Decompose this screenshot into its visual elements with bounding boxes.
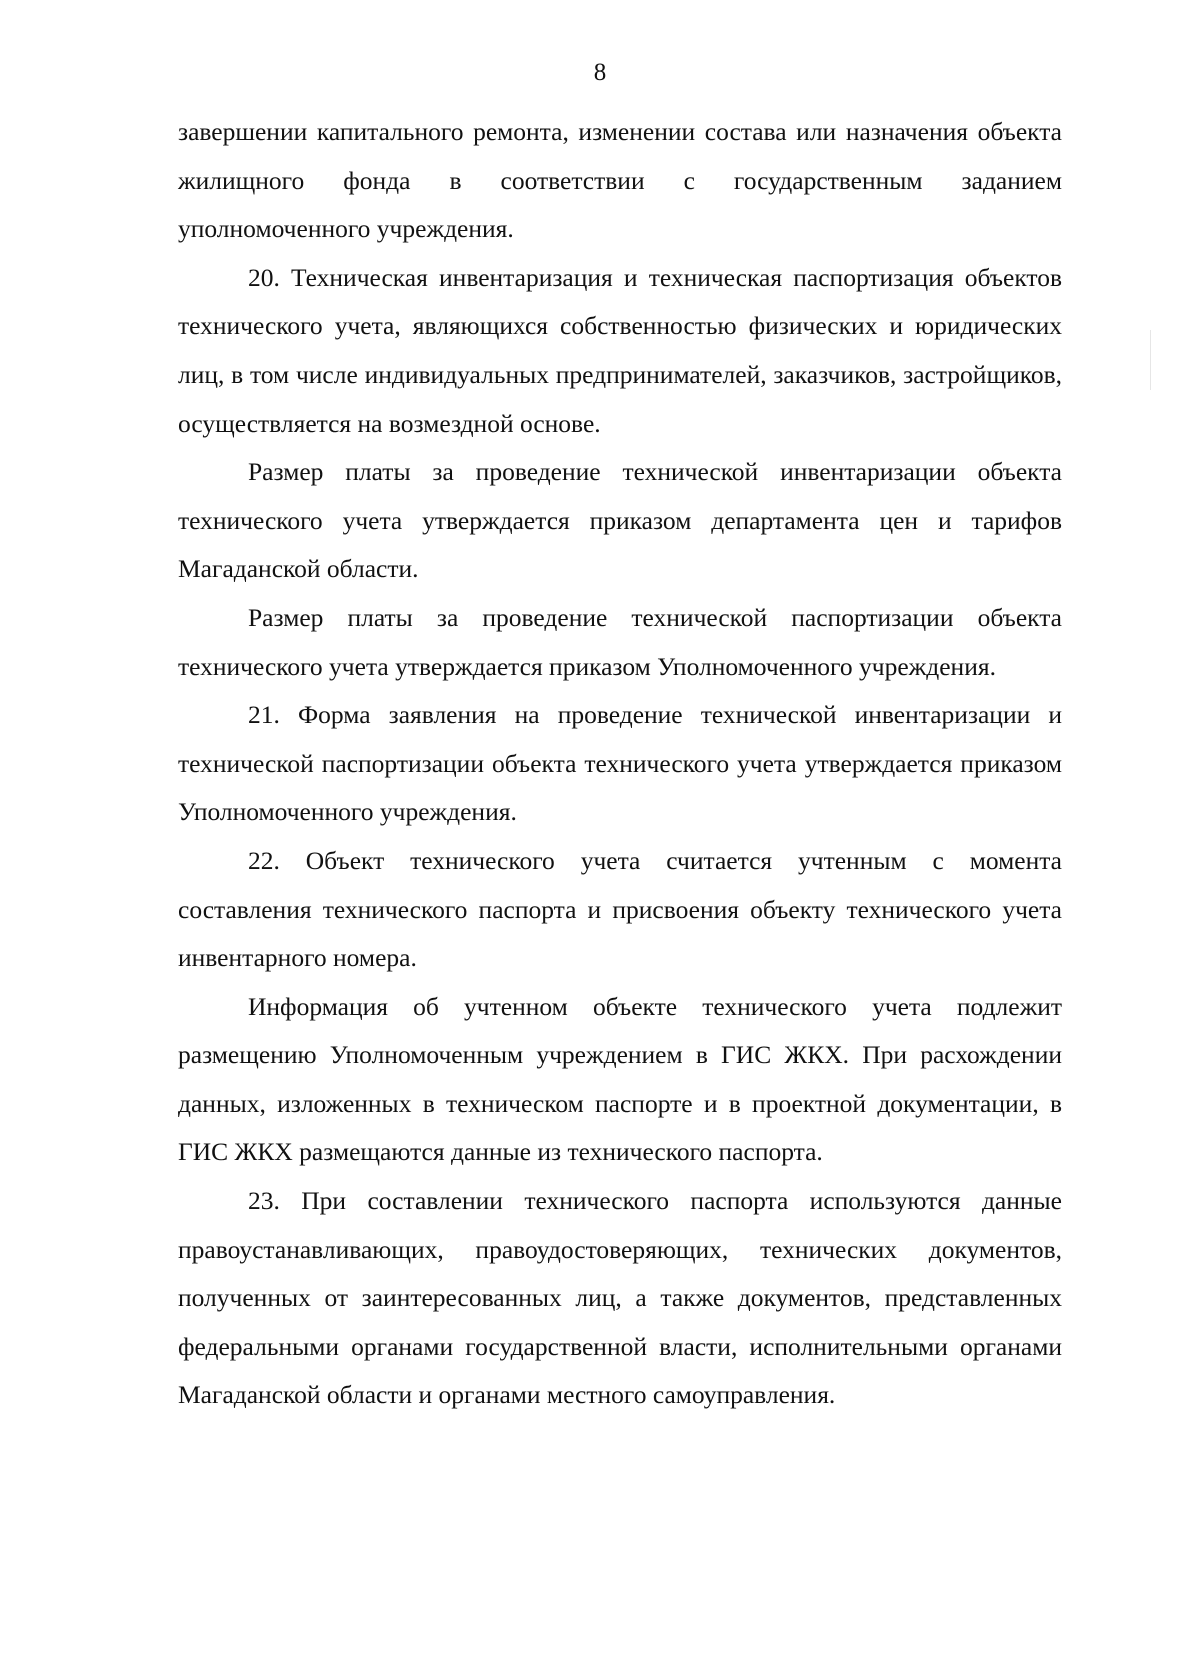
paragraph-21: 21. Форма заявления на проведение технической инвентаризации и технической паспортизации объекта технического учета утверждается приказом Уполномоченного учреждения. bbox=[178, 700, 1062, 827]
paragraph-continuation: завершении капитального ремонта, изменении состава или назначения объекта жилищного фонда в соответствии с государственным заданием уполномоченного учреждения. bbox=[178, 117, 1062, 244]
paragraph-23: 23. При составлении технического паспорта используются данные правоустанавливающих, правоудостоверяющих, технических документов, полученных от заинтересованных лиц, а также документов, представленных федеральными органами государственной власти, исполнительными органами Магаданской области и органами местного самоуправления. bbox=[178, 1186, 1062, 1410]
scan-artifact bbox=[1150, 330, 1151, 390]
paragraph-gis-info: Информация об учтенном объекте технического учета подлежит размещению Уполномоченным учреждением в ГИС ЖКХ. При расхождении данных, изложенных в техническом паспорте и в проектной документации, в ГИС ЖКХ размещаются данные из технического паспорта. bbox=[178, 991, 1062, 1167]
paragraph-22: 22. Объект технического учета считается учтенным с момента составления технического паспорта и присвоения объекту технического учета инвентарного номера. bbox=[178, 845, 1062, 973]
page-number: 8 bbox=[593, 59, 607, 86]
paragraph-20: 20. Техническая инвентаризация и техническая паспортизация объектов технического учета, являющихся собственностью физических и юридических лиц, в том числе индивидуальных предпринимателей, заказчиков, застройщиков, осуществляется на возмездной основе. bbox=[178, 262, 1062, 438]
paragraph-passport-fee: Размер платы за проведение технической паспортизации объекта технического учета утверждается приказом Уполномоченного учреждения. bbox=[178, 602, 1062, 681]
document-body bbox=[178, 108, 1062, 1420]
paragraph-inventory-fee: Размер платы за проведение технической инвентаризации объекта технического учета утверждается приказом департамента цен и тарифов Магаданской области. bbox=[178, 457, 1062, 584]
